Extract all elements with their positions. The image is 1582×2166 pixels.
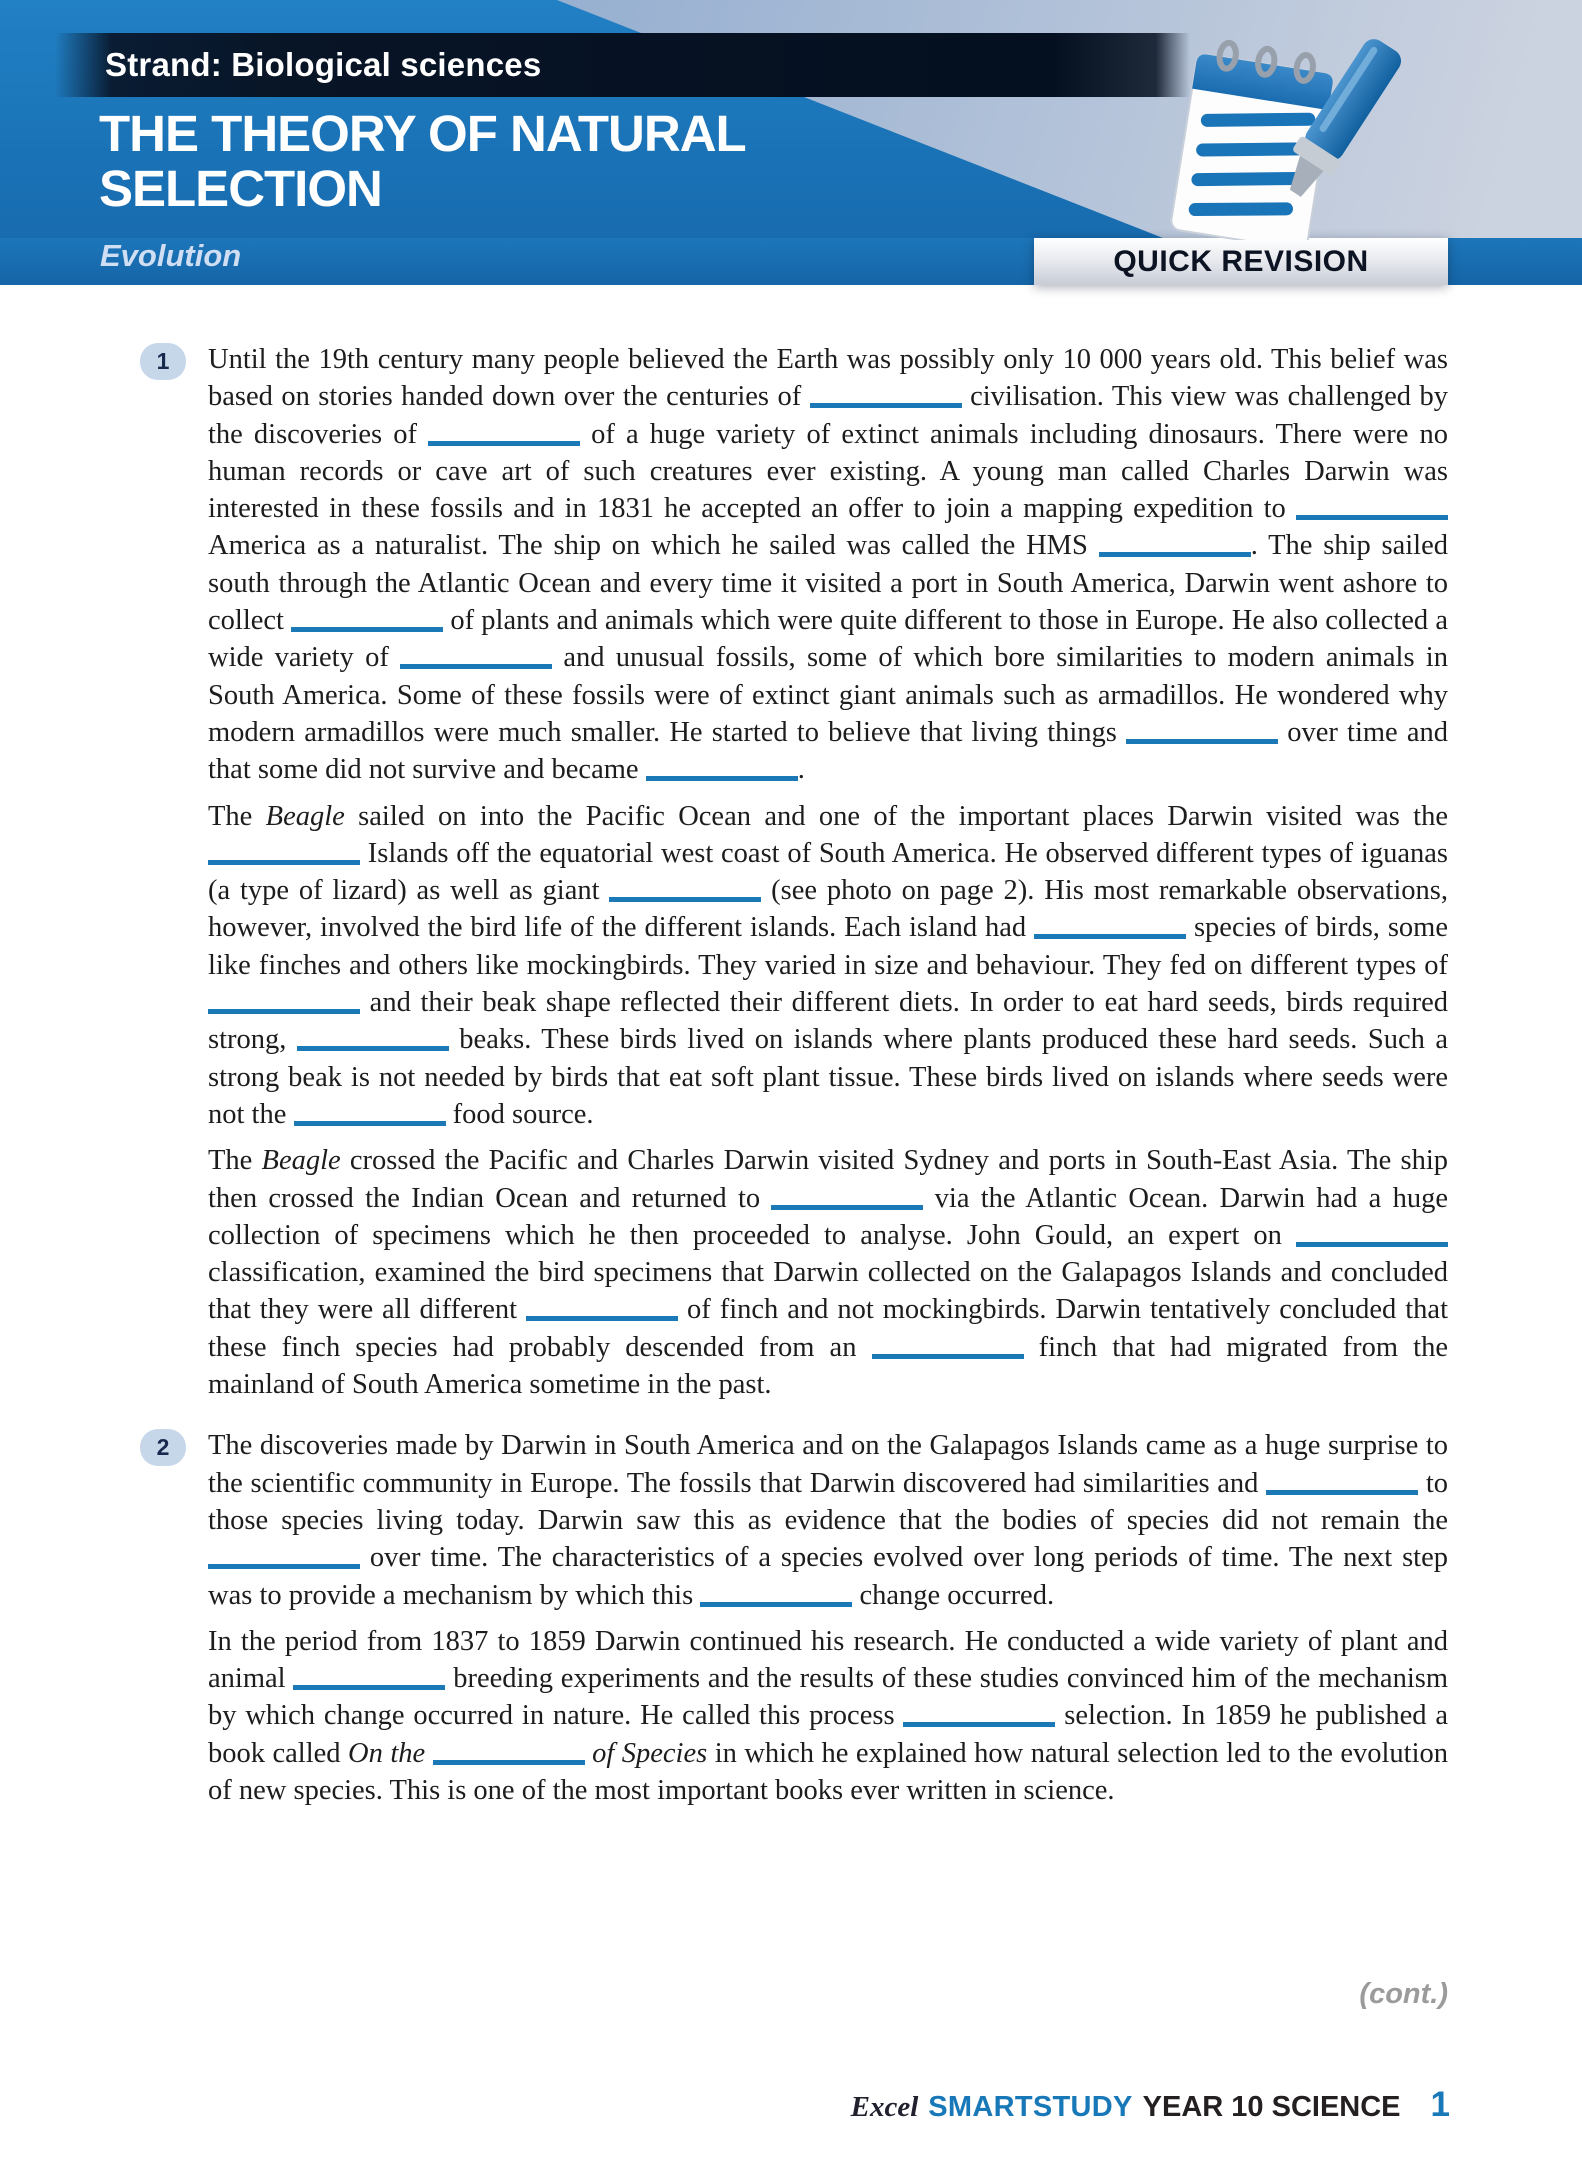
fill-in-blank[interactable] xyxy=(810,403,962,408)
page-title-line1: THE THEORY OF NATURAL xyxy=(99,105,746,162)
paragraph: In the period from 1837 to 1859 Darwin continued his research. He conducted a wide variety of plant and animal breeding experiments and the results of these studies convinced him of the mechanism by which change occurred in nature. He called this process selection. In 1859 he published a book called On the of Species in which he explained how natural selection led to the evolution of new species. This is one of the most important books ever written in science. xyxy=(208,1625,1448,1806)
fill-in-blank[interactable] xyxy=(700,1602,852,1607)
topic-subtitle: Evolution xyxy=(100,238,242,273)
revision-item xyxy=(140,341,1448,1403)
fill-in-blank[interactable] xyxy=(1099,552,1251,557)
page-number: 1 xyxy=(1430,2085,1450,2124)
fill-in-blank[interactable] xyxy=(433,1760,585,1765)
italic-text: Beagle xyxy=(265,800,345,832)
fill-in-blank[interactable] xyxy=(872,1354,1024,1359)
fill-in-blank[interactable] xyxy=(208,1564,360,1569)
continued-label: (cont.) xyxy=(1359,1978,1448,2010)
fill-in-blank[interactable] xyxy=(428,441,580,446)
item-number-badge: 1 xyxy=(140,343,186,380)
revision-item xyxy=(140,1427,1448,1809)
fill-in-blank[interactable] xyxy=(1296,1242,1448,1247)
fill-in-blank[interactable] xyxy=(646,776,798,781)
fill-in-blank[interactable] xyxy=(1034,934,1186,939)
fill-in-blank[interactable] xyxy=(1296,515,1448,520)
paragraph: Until the 19th century many people believed the Earth was possibly only 10 000 years old. This belief was based on stories handed down over the centuries of civilisation. This view was challenged by the discoveries of of a huge variety of extinct animals including dinosaurs. There were no human records or cave art of such creatures ever existing. A young man called Charles Darwin was interested in these fossils and in 1831 he accepted an offer to join a mapping expedition to America as a naturalist. The ship on which he sailed was called the HMS . The ship sailed south through the Atlantic Ocean and every time it visited a port in South America, Darwin went ashore to collect of plants and animals which were quite different to those in Europe. He also collected a wide variety of and unusual fossils, some of which bore similarities to modern animals in South America. Some of these fossils were of extinct giant animals such as armadillos. He wondered why modern armadillos were much smaller. He started to believe that living things over time and that some did not survive and became . xyxy=(208,344,1449,786)
quick-revision-badge: QUICK REVISION xyxy=(1034,238,1448,285)
paragraph: The Beagle sailed on into the Pacific Ocean and one of the important places Darwin visited was the Islands off the equatorial west coast of South America. He observed different types of iguanas (a type of lizard) as well as giant (see photo on page 2). His most remarkable observations, however, involved the bird life of the different islands. Each island had species of birds, some like finches and others like mockingbirds. They varied in size and behaviour. They fed on different types of and their beak shape reflected their different diets. In order to eat hard seeds, birds required strong, beaks. These birds lived on islands where plants produced these hard seeds. Such a strong beak is not needed by birds that eat soft plant tissue. These birds lived on islands where seeds were not the food source. xyxy=(208,800,1448,1130)
fill-in-blank[interactable] xyxy=(1266,1490,1418,1495)
fill-in-blank[interactable] xyxy=(297,1046,449,1051)
brand-excel: Excel xyxy=(850,2091,919,2123)
fill-in-blank[interactable] xyxy=(609,897,761,902)
fill-in-blank[interactable] xyxy=(294,1121,446,1126)
page-title-line2: SELECTION xyxy=(99,160,382,217)
paragraph: The Beagle crossed the Pacific and Charles Darwin visited Sydney and ports in South-East Asia. The ship then crossed the Indian Ocean and returned to via the Atlantic Ocean. Darwin had a huge collection of specimens which he then proceeded to analyse. John Gould, an expert on classification, examined the bird specimens that Darwin collected on the Galapagos Islands and concluded that they were all different of finch and not mockingbirds. Darwin tentatively concluded that these finch species had probably descended from an finch that had migrated from the mainland of South America sometime in the past. xyxy=(208,1145,1448,1401)
page-title xyxy=(99,106,746,216)
item-text xyxy=(208,341,1448,1403)
fill-in-blank[interactable] xyxy=(771,1205,923,1210)
item-text xyxy=(208,1427,1448,1809)
fill-in-blank[interactable] xyxy=(293,1685,445,1690)
brand-series: YEAR 10 SCIENCE xyxy=(1142,2091,1401,2123)
italic-text: of Species xyxy=(592,1737,708,1769)
paragraph: The discoveries made by Darwin in South America and on the Galapagos Islands came as a huge surprise to the scientific community in Europe. The fossils that Darwin discovered had similarities and to those species living today. Darwin saw this as evidence that the bodies of species did not remain the over time. The characteristics of a species evolved over long periods of time. The next step was to provide a mechanism by which this change occurred. xyxy=(208,1430,1448,1611)
strand-label: Strand: Biological sciences xyxy=(105,46,542,83)
item-number-badge: 2 xyxy=(140,1429,186,1466)
brand-smartstudy: SMARTSTUDY xyxy=(928,2091,1133,2123)
notepad-highlighter-icon xyxy=(1126,28,1476,240)
fill-in-blank[interactable] xyxy=(526,1316,678,1321)
italic-text: Beagle xyxy=(261,1145,341,1177)
fill-in-blank[interactable] xyxy=(208,1009,360,1014)
fill-in-blank[interactable] xyxy=(400,664,552,669)
revision-items xyxy=(140,341,1448,1809)
fill-in-blank[interactable] xyxy=(291,627,443,632)
page-footer xyxy=(851,2085,1450,2125)
strand-banner xyxy=(55,33,1190,97)
fill-in-blank[interactable] xyxy=(208,860,360,865)
fill-in-blank[interactable] xyxy=(1126,739,1278,744)
fill-in-blank[interactable] xyxy=(903,1722,1055,1727)
italic-text: On the xyxy=(348,1737,426,1769)
page-header xyxy=(0,0,1582,285)
